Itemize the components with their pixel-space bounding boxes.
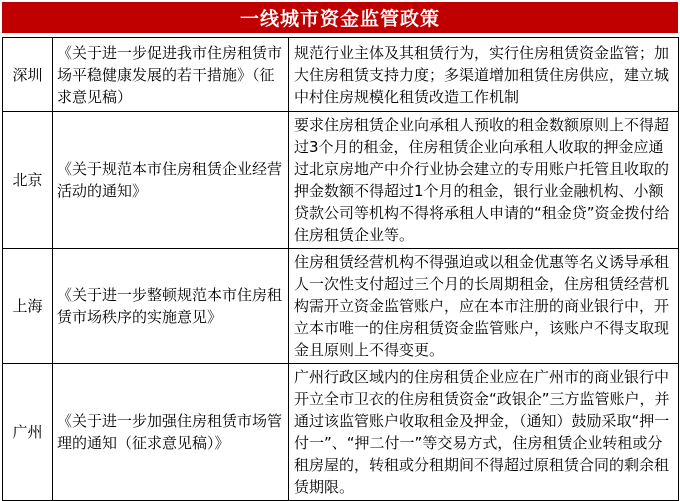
policy-table xyxy=(2,37,679,501)
city-cell: 深圳 xyxy=(3,38,53,112)
city-cell: 广州 xyxy=(3,364,53,501)
description-cell: 规范行业主体及其租赁行为，实行住房租赁资金监管；加大住房租赁支持力度；多渠道增加租赁住房供应，建立城中村住房规模化租赁改造工作机制 xyxy=(289,38,679,112)
policy-cell: 《关于进一步促进我市住房租赁市场平稳健康发展的若干措施》（征求意见稿） xyxy=(53,38,289,112)
table-row-shenzhen xyxy=(3,38,679,112)
table-row-shanghai xyxy=(3,249,679,364)
description-cell: 广州行政区域内的住房租赁企业应在广州市的商业银行中开立全市卫衣的住房租赁资金“政银企”三方监管账户，并通过该监管账户收取租金及押金，（通知）鼓励采取“押一付一”、“押二付一”等交易方式，住房租赁企业转租或分租房屋的，转租或分租期间不得超过原租赁合同的剩余租赁期限。 xyxy=(289,364,679,501)
city-cell: 上海 xyxy=(3,249,53,364)
table-row-beijing xyxy=(3,112,679,249)
description-cell: 要求住房租赁企业向承租人预收的租金数额原则上不得超过3个月的租金，住房租赁企业向承租人收取的押金应通过北京房地产中介行业协会建立的专用账户托管且收取的押金数额不得超过1个月的租金，银行业金融机构、小额贷款公司等机构不得将承租人申请的“租金贷”资金拨付给住房租赁企业等。 xyxy=(289,112,679,249)
city-cell: 北京 xyxy=(3,112,53,249)
description-cell: 住房租赁经营机构不得强迫或以租金优惠等名义诱导承租人一次性支付超过三个月的长周期租金，住房租赁经营机构需开立资金监管账户，应在本市注册的商业银行中，开立本市唯一的住房租赁资金监管账户，该账户不得支取现金且原则上不得变更。 xyxy=(289,249,679,364)
policy-cell: 《关于进一步加强住房租赁市场管理的通知（征求意见稿）》 xyxy=(53,364,289,501)
table-title-bar xyxy=(2,2,678,33)
policy-cell: 《关于进一步整顿规范本市住房租赁市场秩序的实施意见》 xyxy=(53,249,289,364)
policy-cell: 《关于规范本市住房租赁企业经营活动的通知》 xyxy=(53,112,289,249)
page-title: 一线城市资金监管政策 xyxy=(239,8,440,30)
table-row-guangzhou xyxy=(3,364,679,501)
